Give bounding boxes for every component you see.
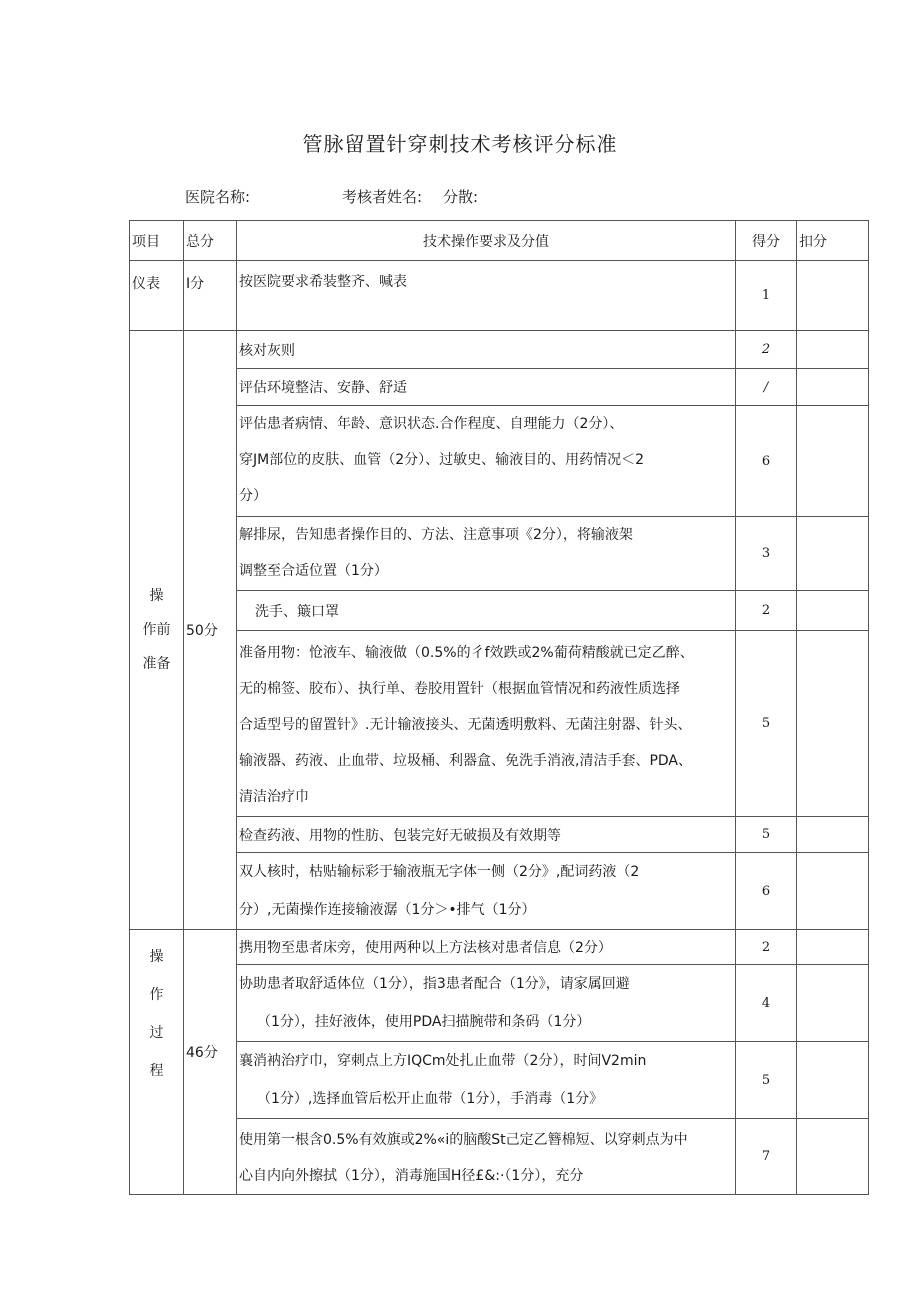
score-cell: 2 <box>736 591 797 631</box>
requirement-cell: 洗手、簸口罩 <box>237 591 736 631</box>
requirement-cell: 襄消衲治疗巾，穿刺点上方IQCm处扎止血带（2分），时间V2min （1分）,选择血管后松开止血带（1分），手消毒（1分》 <box>237 1042 736 1119</box>
deduct-cell <box>797 817 869 853</box>
table-row <box>130 1119 869 1195</box>
requirement-cell: 评估环境整洁、安静、舒适 <box>237 369 736 406</box>
section-total: 50分 <box>184 331 237 930</box>
score-cell: 1 <box>736 261 797 331</box>
header-deduct: 扣分 <box>797 221 869 261</box>
table-row <box>130 853 869 930</box>
section-total: I分 <box>184 261 237 331</box>
deduct-cell <box>797 631 869 817</box>
score-label: 分散: <box>443 188 479 206</box>
deduct-cell <box>797 1119 869 1195</box>
scoring-table <box>129 220 869 1195</box>
deduct-cell <box>797 261 869 331</box>
score-cell: 6 <box>736 853 797 930</box>
section-item: 仪表 <box>130 261 184 331</box>
requirement-cell: 评估患者病情、年龄、意识状态.合作程度、自理能力（2分）、 穿JM部位的皮肤、血管（2分）、过敏史、输液目的、用药情况＜2 分） <box>237 406 736 517</box>
table-row <box>130 369 869 406</box>
table-header-row <box>130 221 869 261</box>
requirement-cell: 使用第一根含0.5%有效旗或2%«i的脑酸St己定乙簪棉短、以穿刺点为中 心自内向外擦拭（1分），消毒施国H径£&:·（1分），充分 <box>237 1119 736 1195</box>
table-row <box>130 331 869 369</box>
deduct-cell <box>797 591 869 631</box>
examiner-name-label: 考核者姓名: <box>342 188 423 206</box>
hospital-name-label: 医院名称: <box>185 188 251 206</box>
score-cell: / <box>736 369 797 406</box>
score-cell: 6 <box>736 406 797 517</box>
header-total: 总分 <box>184 221 237 261</box>
score-cell: 5 <box>736 631 797 817</box>
score-cell: 5 <box>736 1042 797 1119</box>
table-row <box>130 631 869 817</box>
table-row <box>130 1042 869 1119</box>
requirement-cell: 准备用物：怆液车、输液做（0.5%的彳f效跌或2%葡荷精酸就已定乙醉、 无的棉签、胶布）、执行单、卷胶用置针（根据血管情况和药液性质选择 合适型号的留置针》.无计输液接头、无菌透明敷料、无菌注射器、针头、 输液器、药液、止血带、垃圾桶、利器盒、免洗手消液,清洁手套、PDA、 清洁治疗巾 <box>237 631 736 817</box>
requirement-cell: 协助患者取舒适体位（1分），指3患者配合（1分》，请家属回避 （1分），挂好液体，使用PDA扫描腕带和条码（1分） <box>237 965 736 1042</box>
table-row <box>130 930 869 965</box>
deduct-cell <box>797 406 869 517</box>
table-row <box>130 817 869 853</box>
requirement-cell: 双人核时，枯贴输标彩于输液瓶无字体一侧（2分》,配词药液（2 分）,无菌操作连接输液潺（1分＞•排气（1分） <box>237 853 736 930</box>
score-cell: 2 <box>736 930 797 965</box>
table-row <box>130 261 869 331</box>
deduct-cell <box>797 965 869 1042</box>
requirement-cell: 核对灰则 <box>237 331 736 369</box>
requirement-cell: 按医院要求希装整齐、喊表 <box>237 261 736 331</box>
score-cell: 3 <box>736 517 797 591</box>
requirement-cell: 解排尿，告知患者操作目的、方法、注意事项《2分），将输液架 调整至合适位置（1分） <box>237 517 736 591</box>
requirement-cell: 检查药液、用物的性肪、包装完好无破损及有效期等 <box>237 817 736 853</box>
deduct-cell <box>797 369 869 406</box>
table-row <box>130 406 869 517</box>
deduct-cell <box>797 930 869 965</box>
requirement-cell: 携用物至患者床旁，使用两种以上方法核对患者信息（2分） <box>237 930 736 965</box>
table-row <box>130 591 869 631</box>
deduct-cell <box>797 517 869 591</box>
table-row <box>130 965 869 1042</box>
section-total: 46分 <box>184 930 237 1195</box>
deduct-cell <box>797 331 869 369</box>
score-cell: 7 <box>736 1119 797 1195</box>
section-item: 操 作 过 程 <box>130 930 184 1195</box>
header-score: 得分 <box>736 221 797 261</box>
deduct-cell <box>797 1042 869 1119</box>
header-requirement: 技术操作要求及分值 <box>237 221 736 261</box>
score-cell: 2 <box>736 331 797 369</box>
section-item: 操 作前 准备 <box>130 331 184 930</box>
header-item: 项目 <box>130 221 184 261</box>
score-cell: 5 <box>736 817 797 853</box>
score-cell: 4 <box>736 965 797 1042</box>
page-title: 管脉留置针穿刺技术考核评分标准 <box>302 132 618 156</box>
deduct-cell <box>797 853 869 930</box>
table-row <box>130 517 869 591</box>
